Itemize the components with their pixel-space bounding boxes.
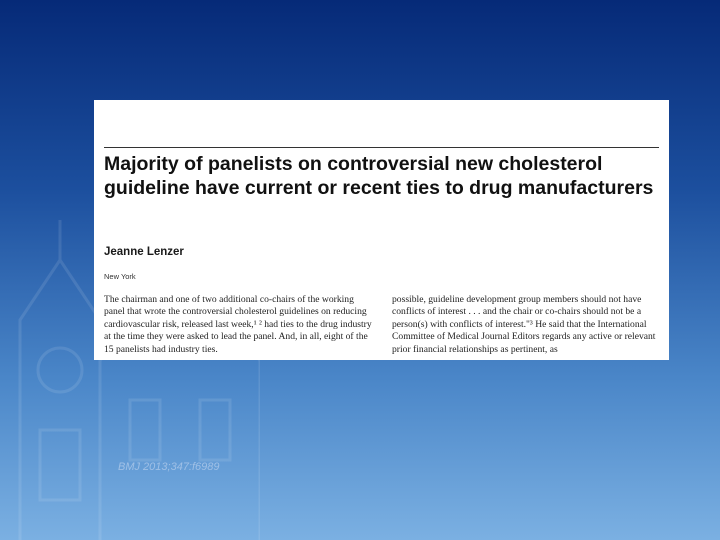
article-column-left: The chairman and one of two additional co-chairs of the working panel that wrote the controversial cholesterol guidelines on reducing cardiovascular risk, released last week,¹ ² had ties to the drug industry at the time they were asked to lead the panel. And, in all, eight of the 15 panelists had industry ties.	[104, 294, 372, 355]
article-clipping	[94, 100, 669, 360]
article-location: New York	[104, 272, 136, 281]
top-rule	[104, 147, 659, 148]
article-column-right: possible, guideline development group members should not have conflicts of interest . . . and the chair or co-chairs should not be a person(s) with conflicts of interest."³ He said that the International Committee of Medical Journal Editors regards any active or relevant prior financial relationships as pertinent, as	[392, 294, 656, 355]
article-author: Jeanne Lenzer	[104, 246, 184, 258]
article-headline: Majority of panelists on controversial new cholesterol guideline have current or recent ties to drug manufacturers	[104, 153, 654, 199]
citation-caption: BMJ 2013;347:f6989	[118, 461, 220, 473]
